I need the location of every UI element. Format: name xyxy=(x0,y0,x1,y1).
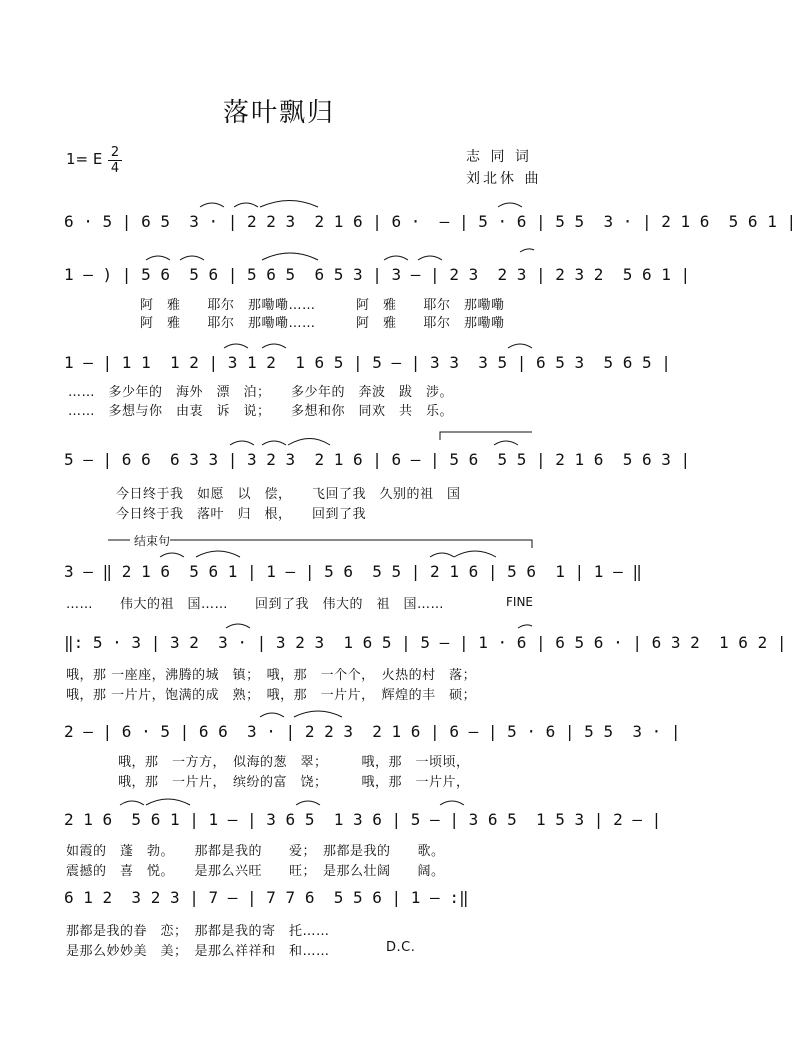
lyric-line-8b: 震撼的 喜 悦。 是那么兴旺 旺； 是那么壮阔 阔。 xyxy=(66,864,445,879)
staff-line-9: 6 1 2 3 2 3 | 7 – | 7 7 6 5 5 6 | 1 – :‖ xyxy=(64,888,469,907)
time-signature-top: 2 xyxy=(110,145,120,160)
volta-bracket xyxy=(440,432,532,440)
slur xyxy=(288,439,330,446)
slur xyxy=(520,249,534,252)
slur xyxy=(234,203,258,207)
slur xyxy=(120,801,144,805)
slur xyxy=(196,551,240,557)
song-title: 落叶飘归 xyxy=(223,98,336,128)
staff-line-8: 2 1 6 5 6 1 | 1 – | 3 6 5 1 3 6 | 5 – | 3 6 5 1 5 3 | 2 – | xyxy=(64,810,662,829)
lyricist-credit: 志 同 词 xyxy=(466,149,532,165)
slur xyxy=(296,801,320,805)
slur xyxy=(262,344,286,348)
slur xyxy=(294,711,342,717)
slur xyxy=(430,553,454,557)
lyric-line-6b: 哦，那 一片片，饱满的成 熟； 哦，那 一片片， 辉煌的丰 硕； xyxy=(66,688,477,703)
lyric-line-9a: 那都是我的眷 恋； 那都是我的寄 托…… xyxy=(66,924,330,939)
slur xyxy=(518,625,532,628)
slur xyxy=(498,203,522,207)
ending-bracket xyxy=(108,540,532,548)
slur xyxy=(200,203,224,207)
lyric-line-4b: 今日终于我 落叶 归 根， 回到了我 xyxy=(116,507,367,522)
slur xyxy=(146,256,170,260)
slur xyxy=(226,624,250,628)
slur xyxy=(180,256,204,260)
time-signature-bottom: 4 xyxy=(110,161,120,176)
lyric-line-9b: 是那么妙妙美 美； 是那么祥祥和 和…… xyxy=(66,944,330,959)
lyric-line-3b: …… 多想与你 由衷 诉 说； 多想和你 同欢 共 乐。 xyxy=(68,404,454,419)
staff-line-2: 1 – ) | 5 6 5 6 | 5 6 5 6 5 3 | 3 – | 2 3 2 3 | 2 3 2 5 6 1 | xyxy=(64,265,691,284)
slur xyxy=(262,253,318,260)
slur xyxy=(384,256,408,260)
lyric-line-7a: 哦，那 一方方， 似海的葱 翠； 哦，那 一顷顷， xyxy=(118,755,470,770)
lyric-line-4a: 今日终于我 如愿 以 偿， 飞回了我 久别的祖 国 xyxy=(116,487,461,502)
slur xyxy=(418,256,442,260)
slur xyxy=(260,201,318,208)
slur xyxy=(454,551,496,557)
ending-label: 结束句 xyxy=(134,534,171,548)
slur xyxy=(224,344,248,348)
key-signature: 1= E xyxy=(66,150,103,168)
slur xyxy=(494,441,518,445)
slur xyxy=(260,713,284,717)
staff-line-4: 5 – | 6 6 6 3 3 | 3 2 3 2 1 6 | 6 – | 5 6 5 5 | 2 1 6 5 6 3 | xyxy=(64,450,691,469)
slur xyxy=(508,344,532,348)
lyric-line-3a: …… 多少年的 海外 漂 泊； 多少年的 奔波 跋 涉。 xyxy=(68,385,454,400)
lyric-line-7b: 哦，那 一片片， 缤纷的富 饶； 哦，那 一片片， xyxy=(118,775,470,790)
staff-line-1: 6 · 5 | 6 5 3 · | 2 2 3 2 1 6 | 6 · – | 5 · 6 | 5 5 3 · | 2 1 6 5 6 1 | xyxy=(64,212,796,231)
lyric-line-2a: 阿 雅 耶尔 那嘞嘞…… 阿 雅 耶尔 那嘞嘞 xyxy=(140,298,505,313)
slur xyxy=(160,553,184,557)
slur xyxy=(146,799,190,805)
slur xyxy=(262,441,286,445)
staff-line-5: 3 – ‖ 2 1 6 5 6 1 | 1 – | 5 6 5 5 | 2 1 6 | 5 6 1 | 1 – ‖ xyxy=(64,562,642,581)
staff-line-3: 1 – | 1 1 1 2 | 3 1 2 1 6 5 | 5 – | 3 3 3 5 | 6 5 3 5 6 5 | xyxy=(64,353,671,372)
fine-marker: FINE xyxy=(506,595,533,609)
dc-marker: D.C. xyxy=(386,940,416,955)
lyric-line-8a: 如霞的 蓬 勃。 那都是我的 爱； 那都是我的 歌。 xyxy=(66,844,445,859)
lyric-line-5a: …… 伟大的祖 国…… 回到了我 伟大的 祖 国…… xyxy=(66,597,445,612)
lyric-line-2b: 阿 雅 耶尔 那嘞嘞…… 阿 雅 耶尔 那嘞嘞 xyxy=(140,316,505,331)
composer-credit: 刘北休 曲 xyxy=(466,171,542,187)
lyric-line-6a: 哦，那 一座座，沸腾的城 镇； 哦，那 一个个， 火热的村 落； xyxy=(66,668,477,683)
slur xyxy=(440,801,464,805)
staff-line-7: 2 – | 6 · 5 | 6 6 3 · | 2 2 3 2 1 6 | 6 – | 5 · 6 | 5 5 3 · | xyxy=(64,722,681,741)
staff-line-6: ‖: 5 · 3 | 3 2 3 · | 3 2 3 1 6 5 | 5 – | 1 · 6 | 6 5 6 · | 6 3 2 1 6 2 | xyxy=(64,633,787,652)
slur xyxy=(230,441,254,445)
